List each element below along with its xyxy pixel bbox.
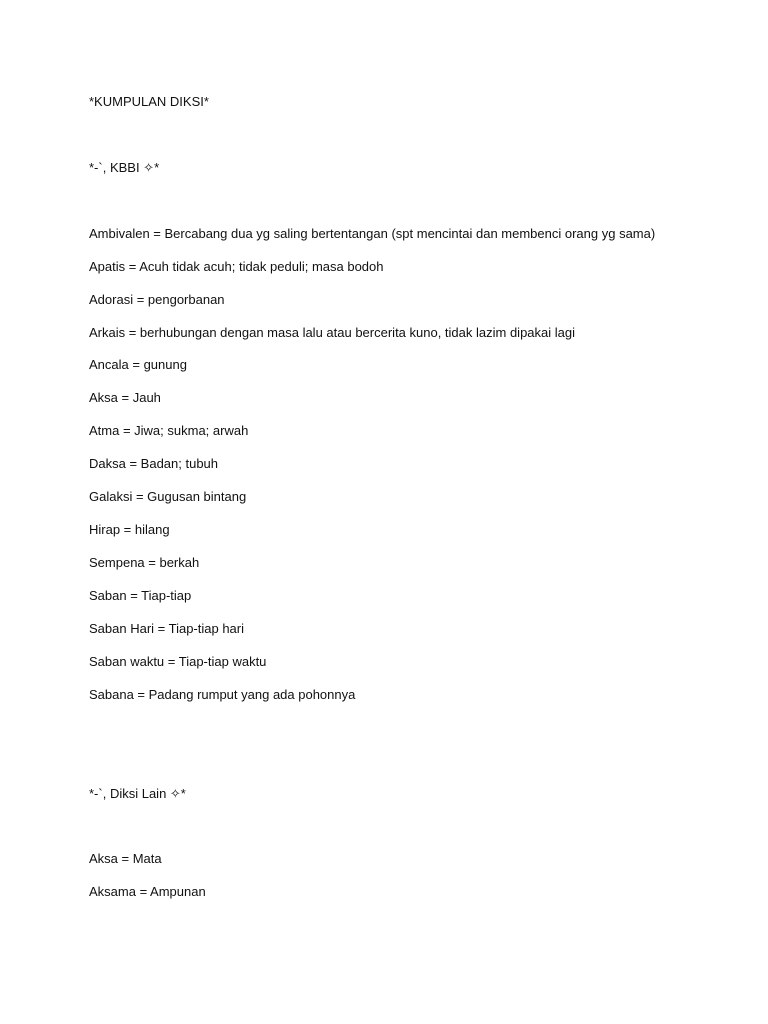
list-item: Aksa = Mata — [89, 851, 162, 866]
list-item: Saban Hari = Tiap-tiap hari — [89, 621, 245, 636]
list-item: Sempena = berkah — [89, 555, 200, 570]
list-item: Saban = Tiap-tiap — [89, 588, 192, 603]
list-item: Galaksi = Gugusan bintang — [89, 489, 247, 504]
list-item: Arkais = berhubungan dengan masa lalu atau bercerita kuno, tidak lazim dipakai lagi — [89, 325, 575, 340]
section-heading-kbbi: *-`, KBBI ✧* — [89, 160, 160, 175]
list-item: Sabana = Padang rumput yang ada pohonnya — [89, 687, 356, 702]
list-item: Ambivalen = Bercabang dua yg saling bertentangan (spt mencintai dan membenci orang yg sama) — [89, 226, 656, 241]
section-heading-diksi-lain: *-`, Diksi Lain ✧* — [89, 786, 186, 801]
list-item: Adorasi = pengorbanan — [89, 292, 225, 307]
list-item: Ancala = gunung — [89, 357, 187, 372]
list-item: Aksama = Ampunan — [89, 884, 206, 899]
list-item: Daksa = Badan; tubuh — [89, 456, 219, 471]
document-title: *KUMPULAN DIKSI* — [89, 94, 209, 109]
list-item: Hirap = hilang — [89, 522, 170, 537]
list-item: Saban waktu = Tiap-tiap waktu — [89, 654, 267, 669]
list-item: Atma = Jiwa; sukma; arwah — [89, 423, 249, 438]
list-item: Apatis = Acuh tidak acuh; tidak peduli; masa bodoh — [89, 259, 384, 274]
list-item: Aksa = Jauh — [89, 390, 161, 405]
